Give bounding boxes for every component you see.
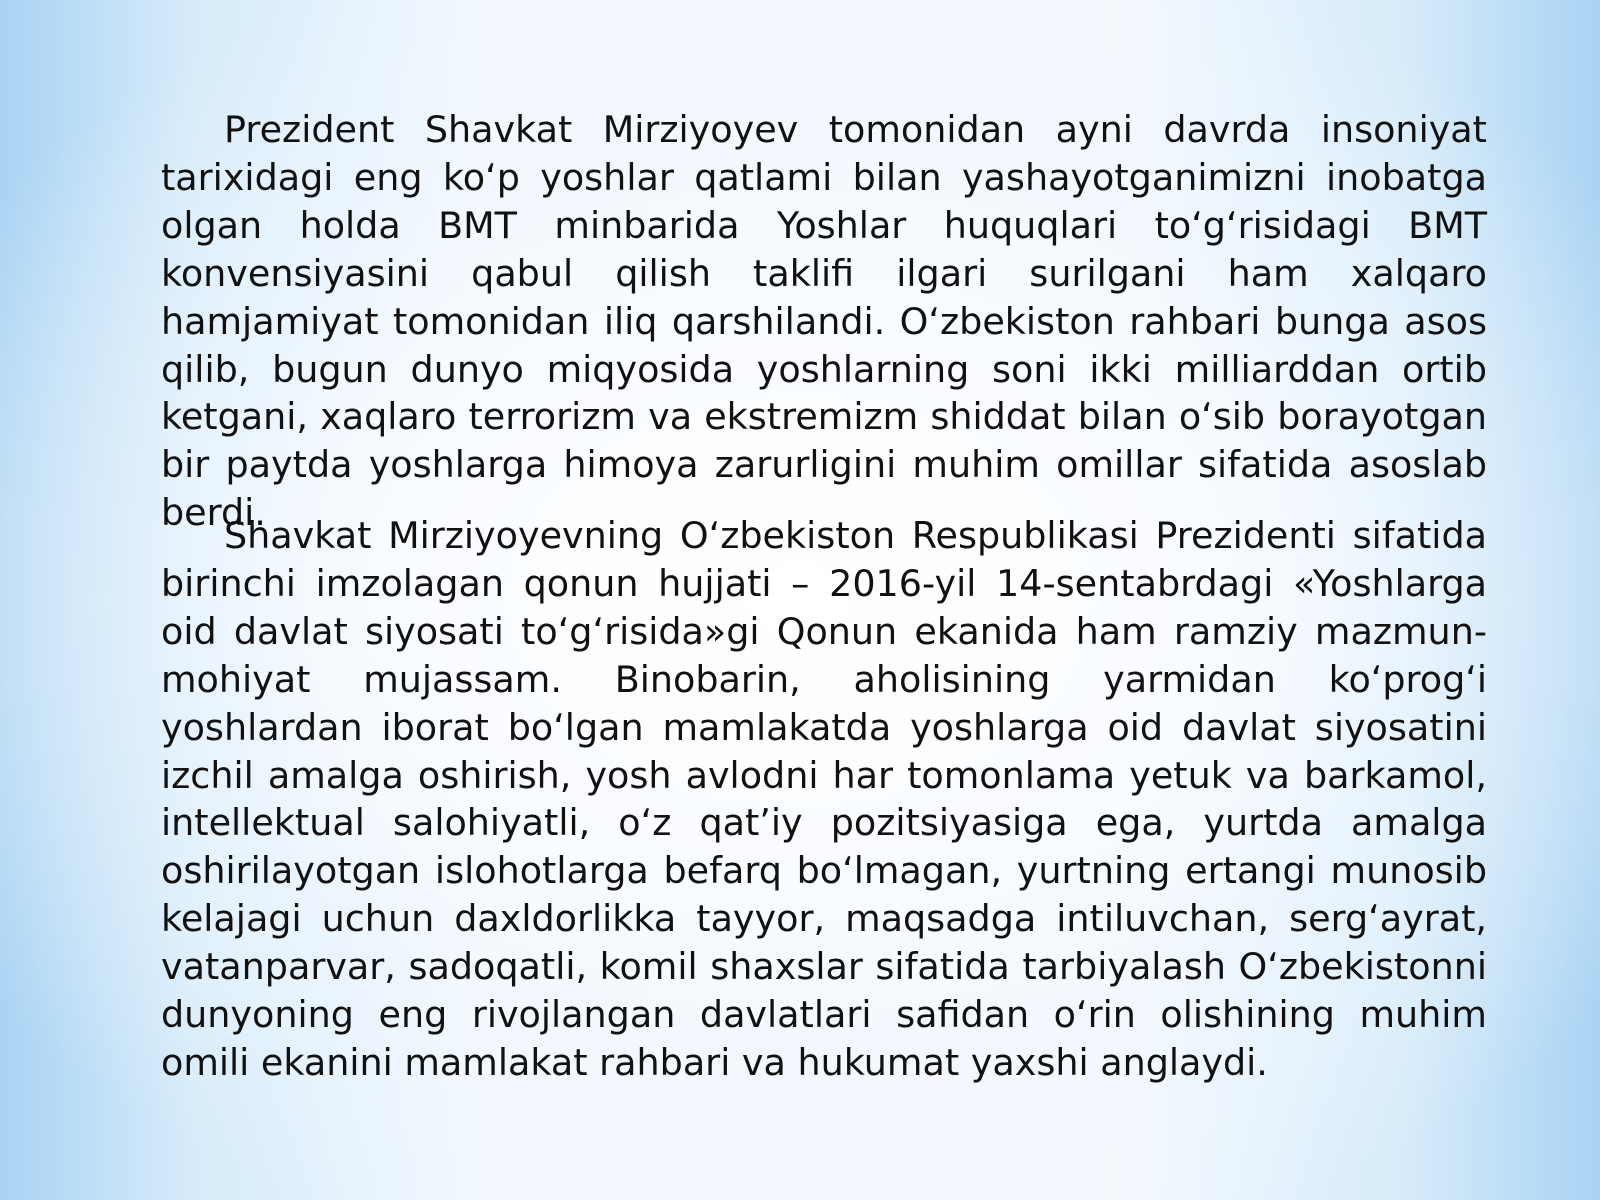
paragraph-president-un-proposal: Prezident Shavkat Mirziyoyev tomonidan ayni davrda insoniyat tarixidagi eng ko‘p yoshlar qatlami bilan yashayotganimizni inobatga olgan holda BMT minbarida Yoshlar huquqlari to‘g‘risidagi BMT konvensiyasini qabul qilish taklifi ilgari surilgani ham xalqaro hamjamiyat tomonidan iliq qarshilandi. O‘zbekiston rahbari bunga asos qilib, bugun dunyo miqyosida yoshlarning soni ikki milliarddan ortib ketgani, xaqlaro terrorizm va ekstremizm shiddat bilan o‘sib borayotgan bir paytda yoshlarga himoya zarurligini muhim omillar sifatida asoslab berdi.: [161, 108, 1487, 535]
paragraph-youth-policy-law: Shavkat Mirziyoyevning O‘zbekiston Respublikasi Prezidenti sifatida birinchi imzolagan qonun hujjati – 2016-yil 14-sentabrdagi «Yoshlarga oid davlat siyosati to‘g‘risida»gi Qonun ekanida ham ramziy mazmun-mohiyat mujassam. Binobarin, aholisining yarmidan ko‘prog‘i yoshlardan iborat bo‘lgan mamlakatda yoshlarga oid davlat siyosatini izchil amalga oshirish, yosh avlodni har tomonlama yetuk va barkamol, intellektual salohiyatli, o‘z qat’iy pozitsiyasiga ega, yurtda amalga oshirilayotgan islohotlarga befarq bo‘lmagan, yurtning ertangi munosib kelajagi uchun daxldorlikka tayyor, maqsadga intiluvchan, serg‘ayrat, vatanparvar, sadoqatli, komil shaxslar sifatida tarbiyalash O‘zbekistonni dunyoning eng rivojlangan davlatlari safidan o‘rin olishining muhim omili ekanini mamlakat rahbari va hukumat yaxshi anglaydi.: [161, 514, 1487, 1084]
